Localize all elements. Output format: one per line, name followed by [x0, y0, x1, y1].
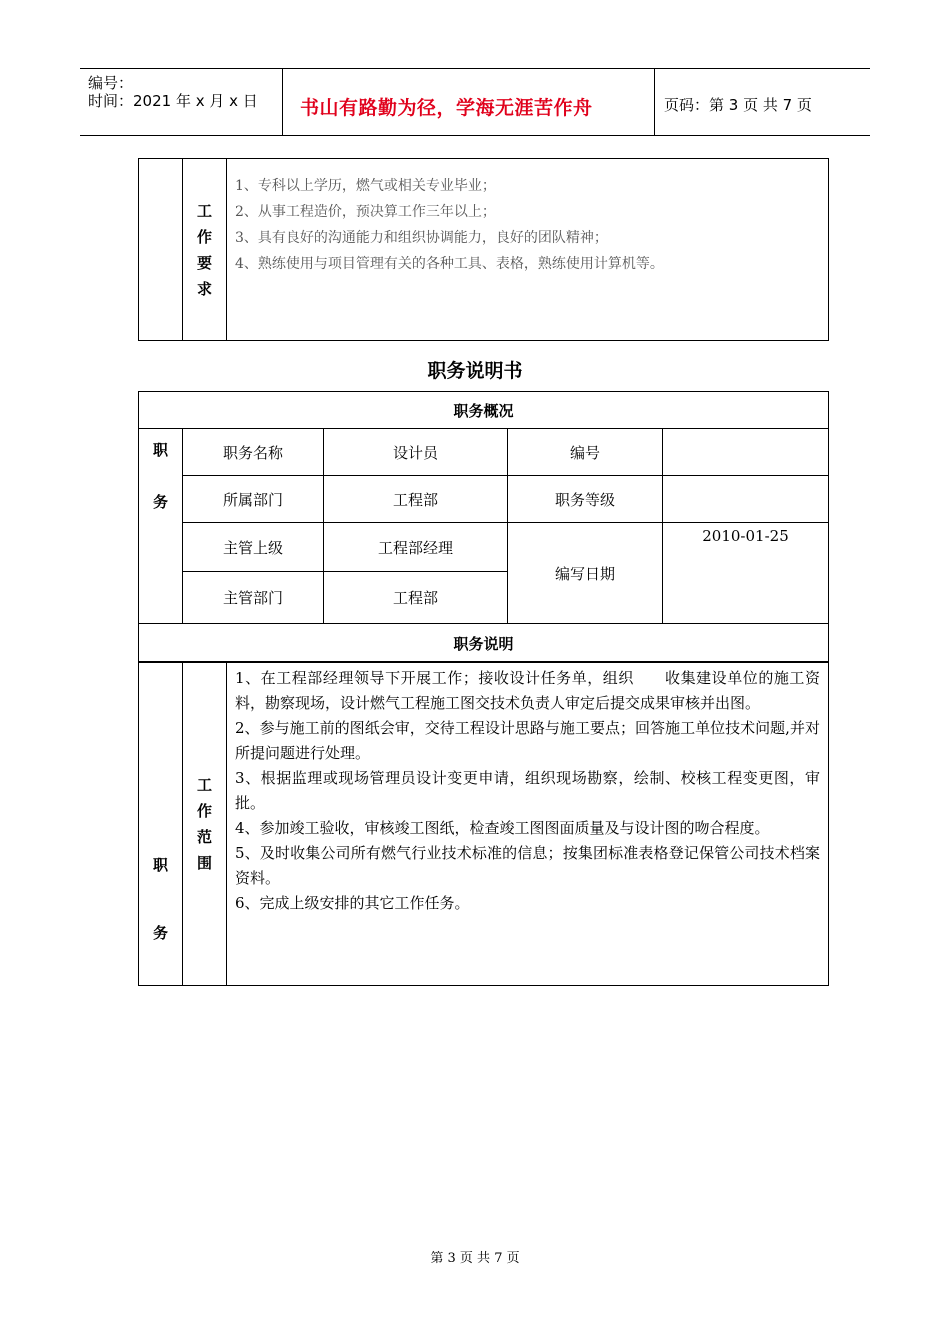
- header-bottom-rule: [80, 135, 870, 136]
- document-title: 职务说明书: [427, 360, 523, 382]
- department-value: 工程部: [324, 476, 508, 523]
- header-page-label: 页码：第 3 页 共 7 页: [664, 96, 812, 114]
- scope-item: 2、参与施工前的图纸会审，交待工程设计思路与施工要点；回答施工单位技术问题,并对所提问题进行处理。: [235, 719, 820, 762]
- side-char: 作: [196, 801, 212, 820]
- side-char: 要: [196, 253, 212, 272]
- side-char: 职: [152, 855, 168, 874]
- side-char: 求: [196, 279, 212, 298]
- date-value: 2010-01-25: [663, 523, 829, 624]
- header-divider-left: [282, 68, 283, 136]
- header-top-rule: [80, 68, 870, 69]
- requirements-list: [227, 159, 829, 341]
- requirement-item: 3、具有良好的沟通能力和组织协调能力，良好的团队精神；: [235, 230, 608, 246]
- page-footer: 第 3 页 共 7 页: [430, 1251, 520, 1266]
- overview-heading: 职务概况: [139, 392, 829, 429]
- grade-value: [663, 476, 829, 523]
- overview-side-label: [139, 429, 183, 624]
- side-char: 务: [152, 493, 168, 511]
- description-heading: 职务说明: [139, 624, 829, 663]
- grade-label: 职务等级: [508, 476, 663, 523]
- scope-list: [227, 662, 829, 986]
- requirement-item: 4、熟练使用与项目管理有关的各种工具、表格，熟练使用计算机等。: [235, 256, 664, 272]
- side-char: 务: [152, 923, 168, 942]
- side-char: 作: [196, 227, 212, 246]
- header-divider-right: [654, 68, 655, 136]
- date-label: 编写日期: [508, 523, 663, 624]
- supervisor-label: 主管上级: [183, 523, 324, 572]
- side-char: 职: [152, 441, 168, 459]
- scope-item: 6、完成上级安排的其它工作任务。: [235, 894, 470, 912]
- position-name-value: 设计员: [324, 429, 508, 476]
- requirements-side-label: [183, 159, 227, 341]
- overview-table: [138, 391, 829, 663]
- number-label: 编号: [508, 429, 663, 476]
- side-char: 工: [196, 201, 212, 220]
- scope-item: 3、根据监理或现场管理员设计变更申请，组织现场勘察，绘制、校核工程变更图，审批。: [235, 769, 820, 812]
- requirement-item: 1、专科以上学历，燃气或相关专业毕业；: [235, 178, 496, 194]
- scope-side-label: [183, 662, 227, 986]
- header-number-label: 编号：: [88, 74, 134, 92]
- department-label: 所属部门: [183, 476, 324, 523]
- side-char: 围: [196, 853, 212, 872]
- header-motto: 书山有路勤为径，学海无涯苦作舟: [300, 97, 593, 119]
- managing-dept-value: 工程部: [324, 572, 508, 624]
- requirements-table: [138, 158, 829, 341]
- requirement-item: 2、从事工程造价，预决算工作三年以上；: [235, 204, 496, 220]
- scope-item: 1、在工程部经理领导下开展工作；接收设计任务单，组织 收集建设单位的施工资料，勘察现场，设计燃气工程施工图交技术负责人审定后提交成果审核并出图。: [235, 669, 820, 712]
- description-side-label: [139, 662, 183, 986]
- scope-item: 5、及时收集公司所有燃气行业技术标准的信息；按集团标准表格登记保管公司技术档案资料。: [235, 844, 820, 887]
- header-time-label: 时间：2021 年 x 月 x 日: [88, 92, 258, 110]
- position-name-label: 职务名称: [183, 429, 324, 476]
- side-char: 范: [196, 827, 212, 846]
- supervisor-value: 工程部经理: [324, 523, 508, 572]
- scope-item: 4、参加竣工验收，审核竣工图纸，检查竣工图图面质量及与设计图的吻合程度。: [235, 819, 770, 837]
- number-value: [663, 429, 829, 476]
- description-table: [138, 661, 829, 986]
- side-char: 工: [196, 775, 212, 794]
- requirements-blank-cell: [139, 159, 183, 341]
- managing-dept-label: 主管部门: [183, 572, 324, 624]
